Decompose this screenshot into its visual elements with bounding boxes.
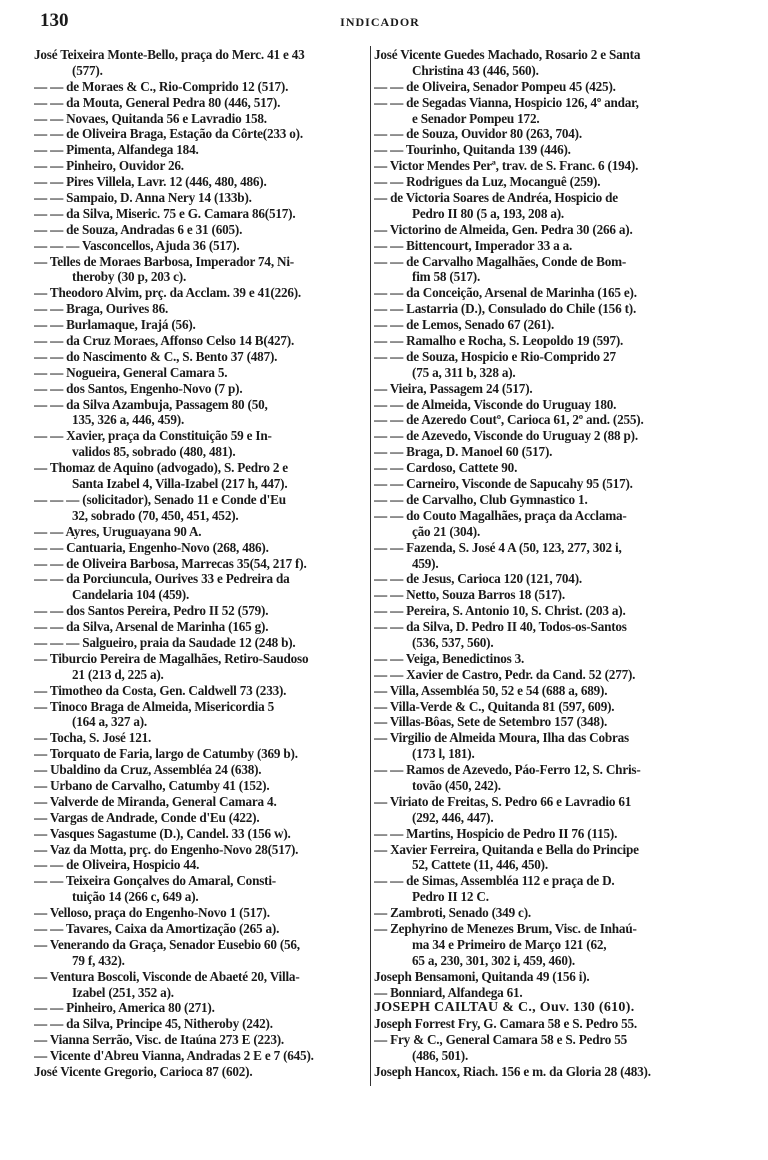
directory-entry — [374, 508, 710, 540]
directory-entry — [374, 158, 710, 174]
directory-entry — [374, 254, 710, 286]
entry-line: — — Cantuaria, Engenho-Novo (268, 486). — [34, 539, 269, 555]
entry-line: — Timotheo da Costa, Gen. Caldwell 73 (233). — [34, 682, 287, 698]
entry-continuation-line: (577). — [72, 62, 103, 78]
directory-entry — [34, 1000, 370, 1016]
directory-entry — [374, 762, 710, 794]
directory-entry — [374, 619, 710, 651]
directory-entry — [374, 985, 710, 1001]
directory-entry — [34, 969, 370, 1001]
directory-entry — [374, 301, 710, 317]
entry-line: — — Teixeira Gonçalves do Amaral, Consti- — [34, 873, 276, 889]
entry-line: Joseph Hancox, Riach. 156 e m. da Gloria 28 (483). — [374, 1064, 651, 1079]
right-column — [374, 47, 710, 1080]
entry-line: — Vianna Serrão, Visc. de Itaúna 273 E (223). — [34, 1032, 285, 1048]
directory-entry — [34, 301, 370, 317]
entry-line: — Villa-Verde & C., Quitanda 81 (597, 609). — [374, 698, 615, 714]
directory-entry — [34, 95, 370, 111]
directory-entry — [374, 47, 710, 79]
directory-entry — [34, 699, 370, 731]
directory-entry — [34, 826, 370, 842]
directory-entry — [374, 428, 710, 444]
entry-line: — — Ayres, Uruguayana 90 A. — [34, 523, 202, 539]
entry-line: — Bonniard, Alfandega 61. — [374, 984, 523, 1000]
directory-entry — [34, 842, 370, 858]
entry-line: — — Bittencourt, Imperador 33 a a. — [374, 237, 573, 253]
entry-continuation-line: validos 85, sobrado (480, 481). — [72, 444, 236, 460]
directory-entry — [374, 794, 710, 826]
entry-line: José Teixeira Monte-Bello, praça do Merc. 41 e 43 — [34, 47, 305, 62]
entry-line: — — de Simas, Assembléa 112 e praça de D. — [374, 873, 615, 889]
directory-entry — [374, 444, 710, 460]
entry-line: — — da Silva, Arsenal de Marinha (165 g). — [34, 619, 269, 635]
entry-line: — — Rodrigues da Luz, Mocanguê (259). — [374, 174, 601, 190]
entry-line: — — de Jesus, Carioca 120 (121, 704). — [374, 571, 582, 587]
directory-entry — [34, 397, 370, 429]
directory-entry — [374, 381, 710, 397]
entry-line: — Ubaldino da Cruz, Assembléa 24 (638). — [34, 762, 262, 778]
entry-line: — — Sampaio, D. Anna Nery 14 (133b). — [34, 190, 252, 206]
entry-line: — Venerando da Graça, Senador Eusebio 60 (56, — [34, 936, 300, 952]
directory-entry — [34, 492, 370, 524]
entry-line: — — Ramos de Azevedo, Páo-Ferro 12, S. Chris- — [374, 762, 641, 778]
directory-entry — [374, 826, 710, 842]
entry-continuation-line: (536, 537, 560). — [412, 634, 494, 650]
directory-entry — [34, 365, 370, 381]
directory-entry — [34, 285, 370, 301]
entry-line: — Velloso, praça do Engenho-Novo 1 (517). — [34, 905, 270, 921]
entry-continuation-line: Pedro II 12 C. — [412, 889, 489, 905]
entry-line: — — Lastarria (D.), Consulado do Chile (156 t). — [374, 301, 637, 317]
entry-line: — Urbano de Carvalho, Catumby 41 (152). — [34, 777, 270, 793]
entry-line: — — Nogueira, General Camara 5. — [34, 364, 228, 380]
directory-entry — [374, 317, 710, 333]
entry-continuation-line: tuição 14 (266 c, 649 a). — [72, 889, 199, 905]
directory-entry — [34, 1016, 370, 1032]
entry-line: — — de Azeredo Coutº, Carioca 61, 2º and. (255). — [374, 412, 644, 428]
entry-line: — — de Azevedo, Visconde do Uruguay 2 (88 p). — [374, 428, 638, 444]
entry-continuation-line: tovão (450, 242). — [412, 777, 501, 793]
entry-line: — — — Salgueiro, praia da Saudade 12 (248 b). — [34, 634, 296, 650]
entry-continuation-line: 65 a, 230, 301, 302 i, 459, 460). — [412, 952, 576, 968]
directory-entry — [34, 540, 370, 556]
entry-line: — — Netto, Souza Barros 18 (517). — [374, 587, 565, 603]
entry-line: — Tocha, S. José 121. — [34, 730, 152, 746]
entry-line: — — Novaes, Quitanda 56 e Lavradio 158. — [34, 110, 267, 126]
column-divider — [370, 46, 371, 1086]
directory-entry — [34, 873, 370, 905]
directory-entry — [374, 667, 710, 683]
directory-entry — [34, 1032, 370, 1048]
entry-line: — de Victoria Soares de Andréa, Hospicio de — [374, 190, 618, 206]
directory-entry — [34, 1064, 370, 1080]
directory-entry — [34, 635, 370, 651]
entry-line: — — de Oliveira, Hospicio 44. — [34, 857, 200, 873]
directory-entry — [374, 190, 710, 222]
entry-line: — — de Souza, Ouvidor 80 (263, 704). — [374, 126, 582, 142]
directory-entry — [34, 47, 370, 79]
entry-line: — — — Vasconcellos, Ajuda 36 (517). — [34, 237, 240, 253]
entry-line: JOSEPH CAILTAU & C., Ouv. 130 (610). — [374, 1000, 635, 1016]
directory-entry — [374, 1016, 710, 1032]
entry-line: — — de Souza, Andradas 6 e 31 (605). — [34, 221, 243, 237]
page-number: 130 — [40, 10, 69, 31]
entry-continuation-line: 32, sobrado (70, 450, 451, 452). — [72, 507, 239, 523]
entry-continuation-line: Christina 43 (446, 560). — [412, 62, 539, 78]
directory-entry — [34, 603, 370, 619]
directory-entry — [374, 540, 710, 572]
entry-line: Joseph Forrest Fry, G. Camara 58 e S. Pedro 55. — [374, 1016, 637, 1032]
entry-line: — — Xavier, praça da Constituição 59 e In- — [34, 428, 272, 444]
entry-line: — Thomaz de Aquino (advogado), S. Pedro 2 e — [34, 460, 288, 476]
entry-line: — — Tavares, Caixa da Amortização (265 a). — [34, 920, 280, 936]
entry-continuation-line: Santa Izabel 4, Villa-Izabel (217 h, 447). — [72, 476, 288, 492]
directory-entry — [34, 651, 370, 683]
entry-line: — Vaz da Motta, prç. do Engenho-Novo 28(517). — [34, 841, 299, 857]
directory-entry — [374, 842, 710, 874]
entry-continuation-line: e Senador Pompeu 172. — [412, 110, 540, 126]
entry-line: — — Pinheiro, Ouvidor 26. — [34, 158, 184, 174]
entry-line: — — de Almeida, Visconde do Uruguay 180. — [374, 396, 617, 412]
left-column — [34, 47, 370, 1080]
directory-entry — [34, 126, 370, 142]
entry-line: — Torquato de Faria, largo de Catumby (369 b). — [34, 746, 298, 762]
entry-line: — Virgilio de Almeida Moura, Ilha das Cobras — [374, 730, 629, 746]
entry-line: — — de Carvalho, Club Gymnastico 1. — [374, 491, 588, 507]
entry-continuation-line: 459). — [412, 555, 439, 571]
entry-line: — — Braga, D. Manoel 60 (517). — [374, 444, 553, 460]
entry-continuation-line: Izabel (251, 352 a). — [72, 984, 174, 1000]
entry-line: — — da Silva, Miseric. 75 e G. Camara 86(517). — [34, 205, 296, 221]
entry-line: — Zambroti, Senado (349 c). — [374, 905, 532, 921]
directory-entry — [34, 174, 370, 190]
directory-entry — [34, 1048, 370, 1064]
entry-continuation-line: Pedro II 80 (5 a, 193, 208 a). — [412, 205, 564, 221]
directory-entry — [374, 683, 710, 699]
directory-entry — [34, 778, 370, 794]
entry-line: — Tinoco Braga de Almeida, Misericordia 5 — [34, 698, 275, 714]
directory-entry — [34, 556, 370, 572]
entry-line: — — Martins, Hospicio de Pedro II 76 (115). — [374, 825, 618, 841]
entry-line: — Victorino de Almeida, Gen. Pedra 30 (266 a). — [374, 221, 633, 237]
directory-entry — [374, 460, 710, 476]
directory-entry — [34, 111, 370, 127]
entry-line: — — de Oliveira, Senador Pompeu 45 (425). — [374, 78, 616, 94]
directory-entry — [34, 905, 370, 921]
entry-line: — — de Souza, Hospicio e Rio-Comprido 27 — [374, 348, 616, 364]
running-title: INDICADOR — [340, 15, 420, 29]
entry-line: — Theodoro Alvim, prç. da Acclam. 39 e 41(226). — [34, 285, 302, 301]
directory-entry — [374, 873, 710, 905]
directory-entry — [34, 921, 370, 937]
entry-line: — Tiburcio Pereira de Magalhães, Retiro-Saudoso — [34, 650, 309, 666]
directory-entry — [34, 937, 370, 969]
directory-entry — [374, 492, 710, 508]
directory-entry — [374, 1032, 710, 1064]
directory-entry — [34, 428, 370, 460]
entry-line: — — Pereira, S. Antonio 10, S. Christ. (203 a). — [374, 603, 626, 619]
entry-line: — — Xavier de Castro, Pedr. da Cand. 52 (277). — [374, 666, 636, 682]
directory-entry — [374, 603, 710, 619]
entry-line: — — da Porciuncula, Ourives 33 e Pedreira da — [34, 571, 290, 587]
directory-entry — [374, 969, 710, 985]
entry-line: — Fry & C., General Camara 58 e S. Pedro 55 — [374, 1032, 628, 1048]
entry-line: — — de Oliveira Barbosa, Marrecas 35(54, 217 f). — [34, 555, 307, 571]
entry-line: — Villas-Bôas, Sete de Setembro 157 (348). — [374, 714, 608, 730]
entry-line: — — do Couto Magalhães, praça da Acclama- — [374, 507, 627, 523]
entry-line: — — da Silva, D. Pedro II 40, Todos-os-Santos — [374, 619, 627, 635]
directory-entry — [374, 222, 710, 238]
entry-continuation-line: fim 58 (517). — [412, 269, 481, 285]
directory-entry — [374, 95, 710, 127]
directory-entry — [34, 317, 370, 333]
entry-line: — — Cardoso, Cattete 90. — [374, 460, 518, 476]
directory-entry — [374, 238, 710, 254]
directory-entry — [374, 905, 710, 921]
entry-line: — — Ramalho e Rocha, S. Leopoldo 19 (597). — [374, 333, 624, 349]
entry-line: — — — (solicitador), Senado 11 e Conde d'Eu — [34, 491, 286, 507]
directory-entry — [34, 206, 370, 222]
directory-entry — [34, 794, 370, 810]
entry-line: — — dos Santos Pereira, Pedro II 52 (579). — [34, 603, 269, 619]
entry-continuation-line: 52, Cattete (11, 446, 450). — [412, 857, 548, 873]
entry-continuation-line: 21 (213 d, 225 a). — [72, 666, 164, 682]
directory-entry — [374, 571, 710, 587]
entry-line: — Xavier Ferreira, Quitanda e Bella do Principe — [374, 841, 639, 857]
entry-line: — — de Segadas Vianna, Hospicio 126, 4º andar, — [374, 94, 639, 110]
entry-line: — Ventura Boscoli, Visconde de Abaeté 20, Villa- — [34, 968, 300, 984]
entry-continuation-line: ma 34 e Primeiro de Março 121 (62, — [412, 936, 607, 952]
directory-entry — [34, 158, 370, 174]
entry-continuation-line: 79 f, 432). — [72, 952, 125, 968]
entry-line: José Vicente Guedes Machado, Rosario 2 e Santa — [374, 47, 641, 62]
entry-line: — Vargas de Andrade, Conde d'Eu (422). — [34, 809, 260, 825]
entry-line: — — do Nascimento & C., S. Bento 37 (487). — [34, 348, 278, 364]
directory-entry — [34, 857, 370, 873]
entry-line: — Valverde de Miranda, General Camara 4. — [34, 793, 277, 809]
entry-line: — — da Mouta, General Pedra 80 (446, 517). — [34, 94, 281, 110]
directory-entry — [374, 333, 710, 349]
entry-line: — Vicente d'Abreu Vianna, Andradas 2 E e 7 (645). — [34, 1048, 314, 1064]
entry-line: — — Pires Villela, Lavr. 12 (446, 480, 486). — [34, 174, 267, 190]
directory-entry — [34, 333, 370, 349]
entry-line: — — Fazenda, S. José 4 A (50, 123, 277, 302 i, — [374, 539, 622, 555]
directory-entry — [34, 142, 370, 158]
directory-entry — [374, 730, 710, 762]
directory-entry — [374, 921, 710, 969]
entry-line: — — Veiga, Benedictinos 3. — [374, 650, 525, 666]
entry-continuation-line: ção 21 (304). — [412, 523, 481, 539]
directory-entry — [374, 349, 710, 381]
directory-entry — [374, 714, 710, 730]
entry-continuation-line: (173 l, 181). — [412, 746, 475, 762]
entry-line: — Zephyrino de Menezes Brum, Visc. de Inhaú- — [374, 920, 637, 936]
entry-continuation-line: (75 a, 311 b, 328 a). — [412, 364, 516, 380]
directory-entry — [34, 349, 370, 365]
entry-continuation-line: theroby (30 p, 203 c). — [72, 269, 187, 285]
entry-line: — — da Cruz Moraes, Affonso Celso 14 B(427). — [34, 333, 295, 349]
directory-entry — [374, 651, 710, 667]
entry-line: — Vieira, Passagem 24 (517). — [374, 380, 533, 396]
entry-line: — — de Moraes & C., Rio-Comprido 12 (517). — [34, 78, 289, 94]
directory-entry — [374, 476, 710, 492]
directory-entry — [34, 619, 370, 635]
directory-entry — [34, 683, 370, 699]
entry-line: — — Burlamaque, Irajá (56). — [34, 317, 196, 333]
directory-entry — [34, 254, 370, 286]
directory-entry — [34, 810, 370, 826]
entry-line: — Villa, Assembléa 50, 52 e 54 (688 a, 689). — [374, 682, 608, 698]
directory-entry — [374, 1064, 710, 1080]
directory-entry — [374, 285, 710, 301]
directory-entry — [374, 174, 710, 190]
entry-line: — Viriato de Freitas, S. Pedro 66 e Lavradio 61 — [374, 793, 632, 809]
directory-entry — [34, 190, 370, 206]
entry-line: José Vicente Gregorio, Carioca 87 (602). — [34, 1064, 253, 1079]
directory-entry — [34, 238, 370, 254]
entry-line: — Telles de Moraes Barbosa, Imperador 74, Ni- — [34, 253, 294, 269]
entry-line: — — Pimenta, Alfandega 184. — [34, 142, 199, 158]
entry-line: — — da Conceição, Arsenal de Marinha (165 e). — [374, 285, 637, 301]
entry-continuation-line: (486, 501). — [412, 1048, 469, 1064]
entry-line: — Vasques Sagastume (D.), Candel. 33 (156 w). — [34, 825, 291, 841]
entry-continuation-line: 135, 326 a, 446, 459). — [72, 412, 185, 428]
directory-entry — [374, 412, 710, 428]
entry-line: — — Tourinho, Quitanda 139 (446). — [374, 142, 571, 158]
entry-line: — — da Silva Azambuja, Passagem 80 (50, — [34, 396, 268, 412]
directory-entry — [34, 381, 370, 397]
directory-entry — [34, 762, 370, 778]
entry-line: — — Pinheiro, America 80 (271). — [34, 1000, 215, 1016]
directory-entry — [34, 460, 370, 492]
entry-line: — — Carneiro, Visconde de Sapucahy 95 (517). — [374, 476, 633, 492]
directory-entry — [34, 222, 370, 238]
directory-entry — [34, 730, 370, 746]
directory-entry — [374, 587, 710, 603]
directory-entry — [374, 1000, 710, 1016]
entry-line: — — de Carvalho Magalhães, Conde de Bom- — [374, 253, 627, 269]
entry-continuation-line: (292, 446, 447). — [412, 809, 494, 825]
entry-line: — — Braga, Ourives 86. — [34, 301, 169, 317]
directory-entry — [374, 142, 710, 158]
entry-line: — — de Lemos, Senado 67 (261). — [374, 317, 555, 333]
directory-entry — [374, 126, 710, 142]
entry-line: — — dos Santos, Engenho-Novo (7 p). — [34, 380, 243, 396]
directory-entry — [374, 397, 710, 413]
entry-line: Joseph Bensamoni, Quitanda 49 (156 i). — [374, 968, 590, 984]
directory-entry — [34, 746, 370, 762]
directory-entry — [34, 571, 370, 603]
directory-entry — [34, 524, 370, 540]
directory-entry — [374, 699, 710, 715]
directory-entry — [374, 79, 710, 95]
entry-line: — — de Oliveira Braga, Estação da Côrte(233 o). — [34, 126, 303, 142]
directory-entry — [34, 79, 370, 95]
entry-continuation-line: (164 a, 327 a). — [72, 714, 148, 730]
entry-line: — Victor Mendes Perª, trav. de S. Franc. 6 (194). — [374, 158, 639, 174]
entry-line: — — da Silva, Principe 45, Nitheroby (242). — [34, 1016, 273, 1032]
entry-continuation-line: Candelaria 104 (459). — [72, 587, 190, 603]
